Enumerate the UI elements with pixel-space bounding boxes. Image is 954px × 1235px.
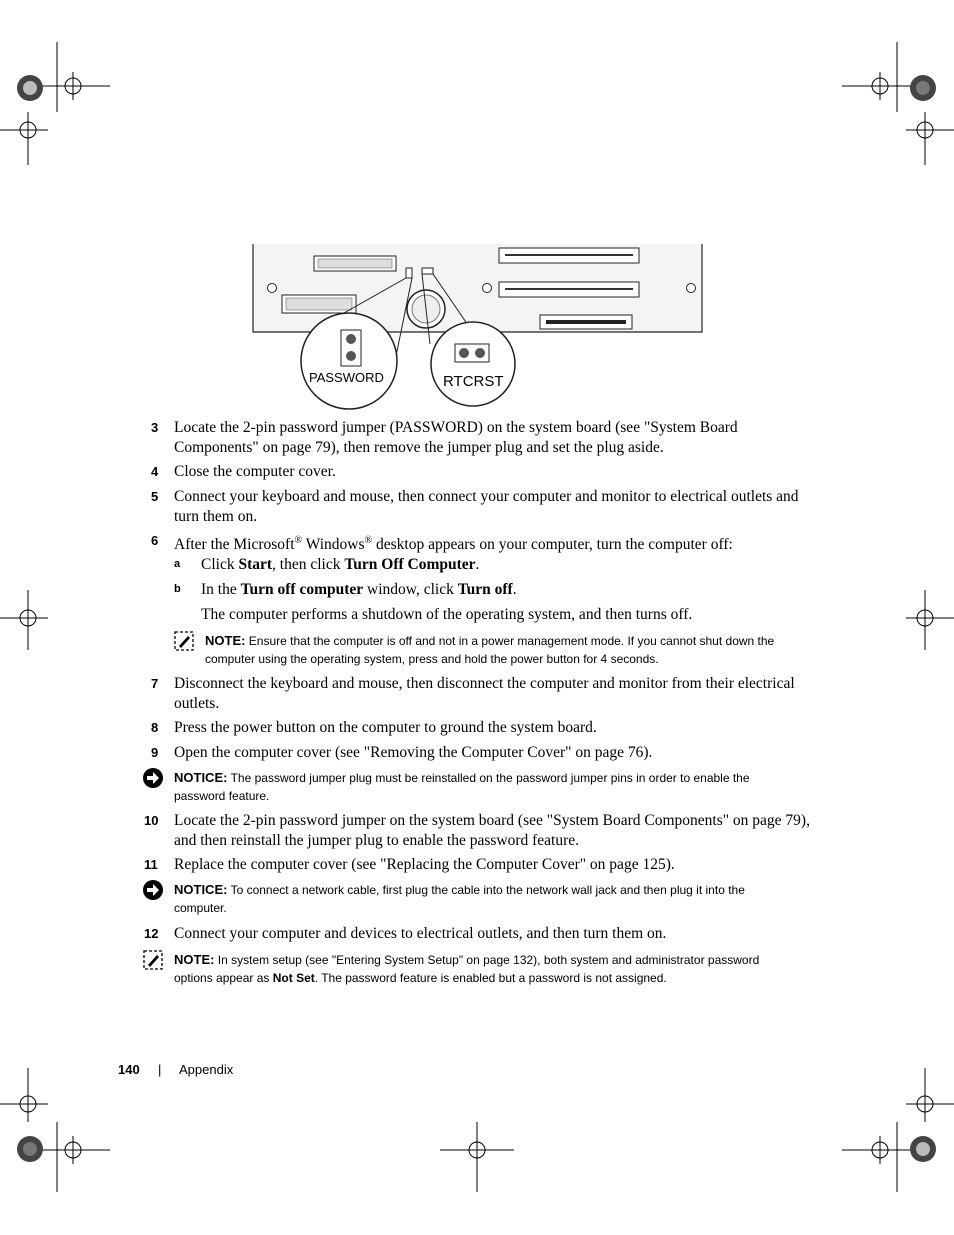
- notice-arrow-icon: [142, 879, 164, 901]
- substep-text: In the Turn off computer window, click Turn off.: [201, 581, 517, 598]
- step-number: 9: [151, 745, 159, 760]
- step-number: 8: [151, 720, 159, 735]
- note-pencil-icon: [174, 631, 194, 651]
- substep-followup-text: The computer performs a shutdown of the operating system, and then turns off.: [201, 606, 693, 623]
- step-text: Connect your keyboard and mouse, then connect your computer and monitor to electrical outlets and turn them on.: [174, 488, 799, 525]
- step-text: Close the computer cover.: [174, 463, 336, 480]
- step-number: 3: [151, 420, 159, 435]
- password-callout-circle: [301, 313, 397, 409]
- ide-connector: [314, 256, 396, 271]
- substep-text: Click Start, then click Turn Off Computer.: [201, 556, 480, 573]
- step-number: 4: [151, 464, 159, 479]
- step-number: 5: [151, 489, 159, 504]
- note-text: NOTE: In system setup (see "Entering System Setup" on page 132), both system and administrator password options appear as Not Set. The password feature is enabled but a password is not assigned.: [174, 952, 760, 985]
- footer-separator: |: [158, 1062, 162, 1077]
- footer-section-title: Appendix: [179, 1062, 234, 1077]
- step-text: Locate the 2-pin password jumper (PASSWORD) on the system board (see "System Board Components" on page 79), then remove the jumper plug and set the plug aside.: [174, 419, 738, 456]
- rtcrst-callout-circle: [431, 322, 515, 406]
- note-text: NOTE: Ensure that the computer is off and not in a power management mode. If you cannot shut down the computer using the operating system, press and hold the power button for 4 seconds.: [205, 633, 775, 666]
- power-connector: [282, 295, 356, 313]
- password-jumper-label: PASSWORD: [309, 370, 384, 385]
- step-text: Locate the 2-pin password jumper on the system board (see "System Board Components" on page 79), and then reinstall the jumper plug to enable the password feature.: [174, 812, 810, 849]
- step-number: 10: [144, 813, 159, 828]
- substep-letter: a: [174, 558, 181, 570]
- page-number: 140: [118, 1062, 140, 1077]
- step-text: After the Microsoft® Windows® desktop appears on your computer, turn the computer off:: [174, 535, 733, 554]
- step-number: 7: [151, 676, 159, 691]
- notice-text: NOTICE: The password jumper plug must be reinstalled on the password jumper pins in order to enable the password feature.: [174, 770, 750, 803]
- substep-letter: b: [174, 583, 181, 595]
- note-pencil-icon: [143, 950, 163, 970]
- notice-arrow-icon: [142, 767, 164, 789]
- step-number: 12: [144, 926, 159, 941]
- notice-text: NOTICE: To connect a network cable, first plug the cable into the network wall jack and then plug it into the computer.: [174, 882, 745, 915]
- step-number: 6: [151, 533, 159, 548]
- step-text: Open the computer cover (see "Removing the Computer Cover" on page 76).: [174, 744, 653, 761]
- step-text: Disconnect the keyboard and mouse, then disconnect the computer and monitor from their electrical outlets.: [174, 675, 795, 712]
- step-text: Connect your computer and devices to electrical outlets, and then turn them on.: [174, 925, 667, 942]
- rtcrst-jumper-label: RTCRST: [443, 373, 504, 390]
- step-text: Replace the computer cover (see "Replacing the Computer Cover" on page 125).: [174, 856, 675, 873]
- step-text: Press the power button on the computer to ground the system board.: [174, 719, 597, 736]
- step-number: 11: [144, 857, 158, 872]
